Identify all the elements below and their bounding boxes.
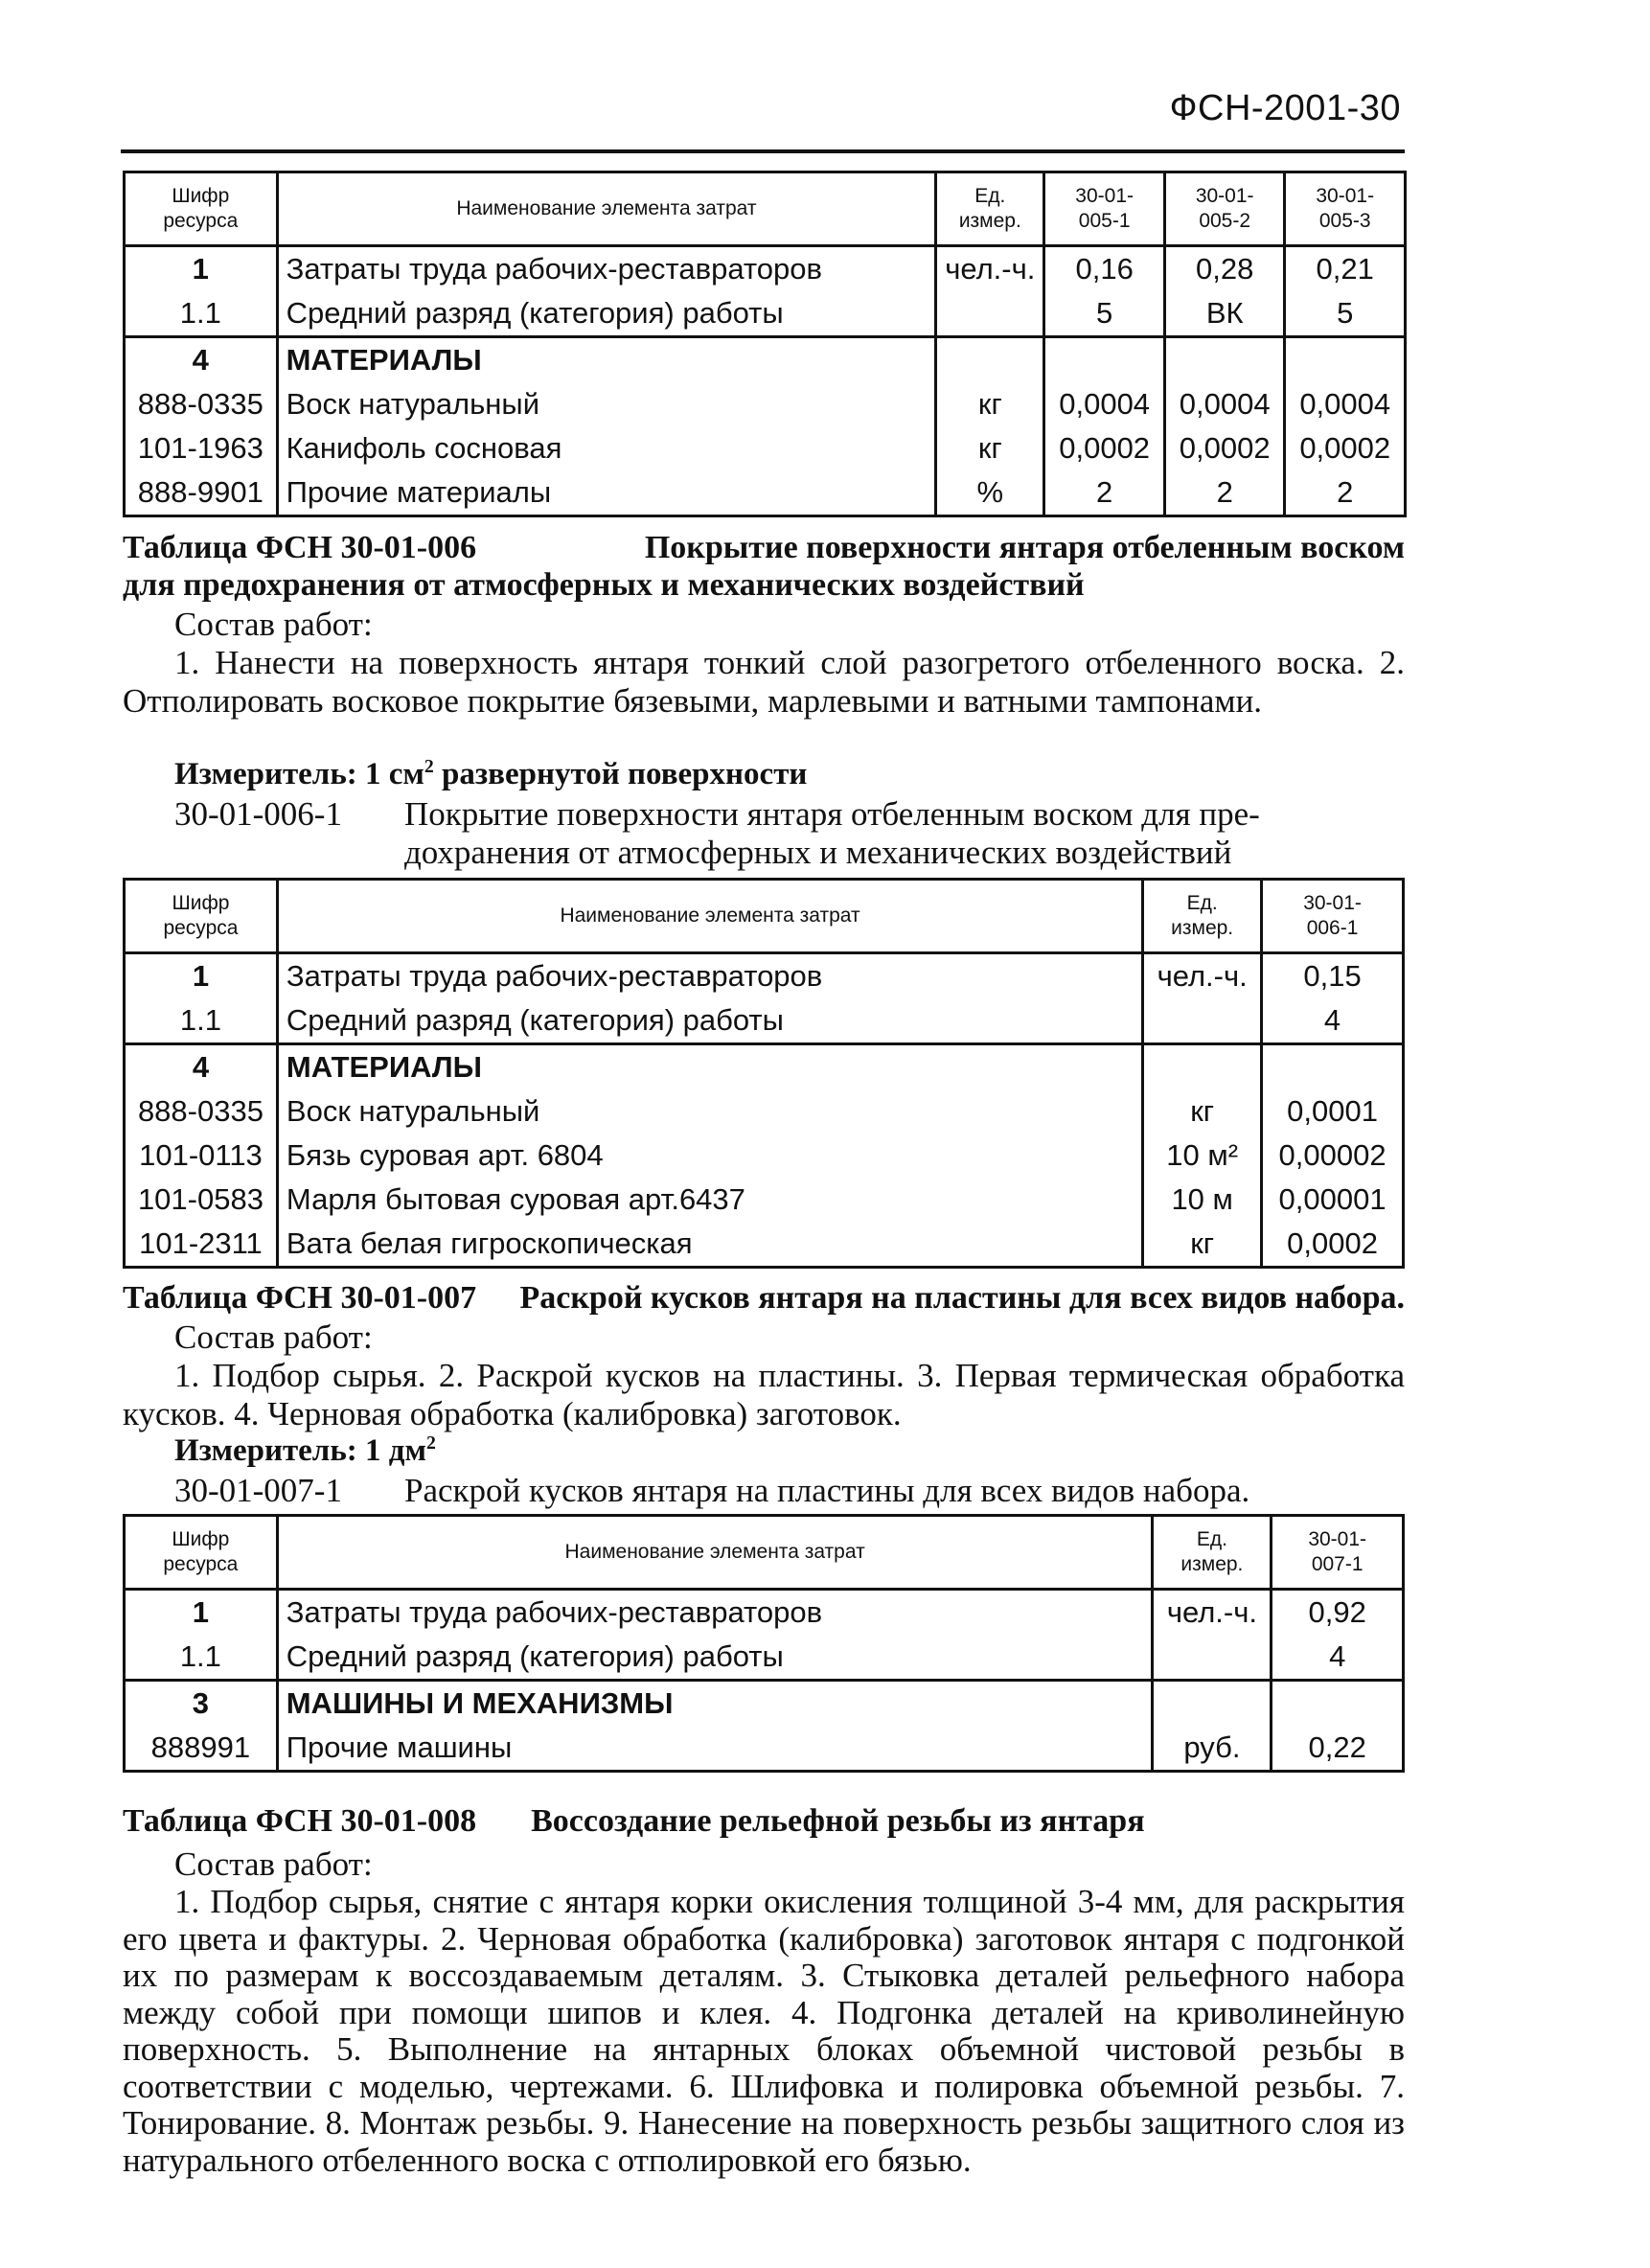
table-row — [125, 291, 1406, 337]
cell-code: 4 — [125, 1044, 278, 1090]
cell-unit: чел.-ч. — [1153, 1590, 1272, 1636]
cell-unit: руб. — [1153, 1726, 1272, 1772]
cell-code: 101-1963 — [125, 426, 278, 470]
cell-value: ВК — [1164, 291, 1285, 337]
meter-line — [174, 757, 807, 792]
cell-value: 0,15 — [1262, 953, 1404, 999]
cell-unit: чел.-ч. — [1143, 953, 1262, 999]
table-number: Таблица ФСН 30-01-006 — [123, 530, 477, 565]
cell-value: 5 — [1044, 291, 1165, 337]
table-row — [125, 470, 1406, 516]
cell-code: 1 — [125, 1590, 278, 1636]
cell-value: 0,16 — [1044, 246, 1165, 292]
item-text: Покрытие поверхности янтаря отбеленным воском для пре- — [404, 795, 1260, 833]
cell-value: 5 — [1285, 291, 1406, 337]
cell-code: 1.1 — [125, 1635, 278, 1681]
cell-name: Бязь суровая арт. 6804 — [277, 1134, 1142, 1178]
cell-code: 1.1 — [125, 291, 278, 337]
cell-value: 0,0002 — [1262, 1222, 1404, 1268]
header-col-1: 30-01- 006-1 — [1262, 880, 1404, 953]
cell-name: Воск натуральный — [277, 382, 936, 426]
table-row — [125, 1178, 1404, 1222]
cell-value: 2 — [1164, 470, 1285, 516]
cell-code: 4 — [125, 337, 278, 383]
cell-value: 0,22 — [1272, 1726, 1404, 1772]
cell-code: 1 — [125, 246, 278, 292]
cell-value: 0,0004 — [1164, 382, 1285, 426]
table-header — [125, 1516, 1404, 1590]
cell-value: 4 — [1262, 998, 1404, 1044]
cell-name: Прочие материалы — [277, 470, 936, 516]
cell-unit: кг — [1143, 1089, 1262, 1134]
header-unit: Ед. измер. — [936, 172, 1044, 246]
cell-value: 0,92 — [1272, 1590, 1404, 1636]
cell-value — [1272, 1681, 1404, 1727]
cell-name: Вата белая гигроскопическая — [277, 1222, 1142, 1268]
item-code: 30-01-007-1 — [174, 1472, 342, 1509]
table-row — [125, 246, 1406, 292]
table-006 — [123, 878, 1405, 1269]
table-title: Воссоздание рельефной резьбы из янтаря — [531, 1803, 1145, 1839]
header-rule — [121, 149, 1405, 153]
cell-value: 0,0001 — [1262, 1089, 1404, 1134]
cell-unit — [1153, 1681, 1272, 1727]
cell-code: 888-0335 — [125, 1089, 278, 1134]
section-008-title — [123, 1803, 1145, 1840]
cell-value — [1285, 337, 1406, 383]
cell-name: Воск натуральный — [277, 1089, 1142, 1134]
cell-name: МАШИНЫ И МЕХАНИЗМЫ — [277, 1681, 1153, 1727]
table-number: Таблица ФСН 30-01-007 — [123, 1280, 477, 1316]
table-005 — [123, 171, 1407, 517]
cell-value: 0,0002 — [1164, 426, 1285, 470]
meter-line — [174, 1433, 436, 1469]
cell-value: 0,0002 — [1044, 426, 1165, 470]
item-text: Раскрой кусков янтаря на пластины для всех видов набора. — [404, 1472, 1250, 1509]
table-row — [125, 1590, 1404, 1636]
cell-value: 0,0002 — [1285, 426, 1406, 470]
cell-value: 4 — [1272, 1635, 1404, 1681]
section-006-title-cont: для предохранения от атмосферных и механических воздействий — [123, 567, 1085, 603]
table-header — [125, 880, 1404, 953]
header-col-3: 30-01- 005-3 — [1285, 172, 1406, 246]
cell-value: 0,28 — [1164, 246, 1285, 292]
table-row — [125, 953, 1404, 999]
cell-code: 101-0583 — [125, 1178, 278, 1222]
section-006-title — [123, 530, 1405, 566]
cell-unit: 10 м — [1143, 1178, 1262, 1222]
table-row — [125, 1726, 1404, 1772]
table-007 — [123, 1514, 1405, 1773]
cell-name: Средний разряд (категория) работы — [277, 291, 936, 337]
cell-value — [1164, 337, 1285, 383]
header-unit: Ед. измер. — [1143, 880, 1262, 953]
meter-unit: развернутой поверхности — [433, 757, 808, 791]
table-row — [125, 337, 1406, 383]
table-title: Покрытие поверхности янтаря отбеленным воском — [644, 530, 1405, 565]
cell-value: 0,0004 — [1044, 382, 1165, 426]
header-col-1: 30-01- 005-1 — [1044, 172, 1165, 246]
header-unit: Ед. измер. — [1153, 1516, 1272, 1590]
meter-label: Измеритель: 1 дм — [174, 1433, 426, 1468]
cell-value — [1262, 1044, 1404, 1090]
header-col-2: 30-01- 005-2 — [1164, 172, 1285, 246]
cell-unit: кг — [936, 382, 1044, 426]
work-composition-text: 1. Подбор сырья, снятие с янтаря корки окисления толщиной 3-4 мм, для раскрытия его цвета и фактуры. 2. Черновая обработка (калибровка) заготовок янтаря с подгонкой их по размерам к воссоздаваемым деталям. 3. Стыковка деталей рельефного набора между собой при помощи шипов и клея. 4. Подгонка деталей на криволинейную поверхность. 5. Выполнение на янтарных блоках объемной чистовой резьбы в соответствии с моделью, чертежами. 6. Шлифовка и полировка объемной резьбы. 7. Тонирование. 8. Монтаж резьбы. 9. Нанесение на поверхность резьбы защитного слоя из натурального отбеленного воска с отполировкой его бязью. — [123, 1883, 1405, 2179]
header-code: Шифр ресурса — [125, 1516, 278, 1590]
section-007-title — [123, 1280, 1405, 1317]
cell-name: Затраты труда рабочих-реставраторов — [277, 1590, 1153, 1636]
cell-name: МАТЕРИАЛЫ — [277, 1044, 1142, 1090]
header-name: Наименование элемента затрат — [277, 880, 1142, 953]
item-code: 30-01-006-1 — [174, 795, 342, 833]
table-number: Таблица ФСН 30-01-008 — [123, 1803, 477, 1839]
cell-name: Затраты труда рабочих-реставраторов — [277, 953, 1142, 999]
table-header — [125, 172, 1406, 246]
cell-value: 0,0004 — [1285, 382, 1406, 426]
header-name: Наименование элемента затрат — [277, 1516, 1153, 1590]
cell-unit: чел.-ч. — [936, 246, 1044, 292]
cell-unit — [936, 337, 1044, 383]
header-col-1: 30-01- 007-1 — [1272, 1516, 1404, 1590]
table-row — [125, 998, 1404, 1044]
table-row — [125, 382, 1406, 426]
cell-value: 0,21 — [1285, 246, 1406, 292]
cell-value: 2 — [1285, 470, 1406, 516]
work-composition-label: Состав работ: — [174, 606, 373, 643]
table-row — [125, 1044, 1404, 1090]
work-composition-label: Состав работ: — [174, 1845, 373, 1883]
cell-code: 101-0113 — [125, 1134, 278, 1178]
cell-code: 1 — [125, 953, 278, 999]
cell-unit — [1153, 1635, 1272, 1681]
work-composition-label: Состав работ: — [174, 1318, 373, 1356]
cell-code: 1.1 — [125, 998, 278, 1044]
cell-unit — [1143, 998, 1262, 1044]
cell-unit: % — [936, 470, 1044, 516]
table-row — [125, 1681, 1404, 1727]
table-row — [125, 1222, 1404, 1268]
cell-name: Средний разряд (категория) работы — [277, 998, 1142, 1044]
work-composition-text: 1. Нанести на поверхность янтаря тонкий слой разогретого отбеленного воска. 2. Отполировать восковое покрытие бязевыми, марлевыми и ватными тампонами. — [123, 644, 1405, 720]
cell-value: 0,00001 — [1262, 1178, 1404, 1222]
table-title: Раскрой кусков янтаря на пластины для всех видов набора. — [519, 1280, 1405, 1316]
cell-name: Затраты труда рабочих-реставраторов — [277, 246, 936, 292]
cell-name: Прочие машины — [277, 1726, 1153, 1772]
table-row — [125, 426, 1406, 470]
cell-code: 888-0335 — [125, 382, 278, 426]
cell-name: МАТЕРИАЛЫ — [277, 337, 936, 383]
header-code: Шифр ресурса — [125, 880, 278, 953]
cell-value — [1044, 337, 1165, 383]
cell-code: 101-2311 — [125, 1222, 278, 1268]
cell-code: 888991 — [125, 1726, 278, 1772]
table-row — [125, 1134, 1404, 1178]
meter-sup: 2 — [424, 756, 434, 777]
cell-value: 0,00002 — [1262, 1134, 1404, 1178]
cell-unit: кг — [1143, 1222, 1262, 1268]
item-text-cont: дохранения от атмосферных и механических воздействий — [404, 834, 1232, 871]
cell-code: 888-9901 — [125, 470, 278, 516]
meter-sup: 2 — [425, 1432, 436, 1454]
work-composition-text: 1. Подбор сырья. 2. Раскрой кусков на пластины. 3. Первая термическая обработка кусков. 4. Черновая обработка (калибровка) заготовок. — [123, 1357, 1405, 1432]
table-row — [125, 1089, 1404, 1134]
table-row — [125, 1635, 1404, 1681]
cell-unit — [936, 291, 1044, 337]
document-code: ФСН-2001-30 — [1169, 88, 1401, 128]
cell-name: Марля бытовая суровая арт.6437 — [277, 1178, 1142, 1222]
cell-unit — [1143, 1044, 1262, 1090]
cell-value: 2 — [1044, 470, 1165, 516]
cell-name: Канифоль сосновая — [277, 426, 936, 470]
cell-code: 3 — [125, 1681, 278, 1727]
header-name: Наименование элемента затрат — [277, 172, 936, 246]
header-code: Шифр ресурса — [125, 172, 278, 246]
meter-label: Измеритель: 1 см — [174, 757, 424, 791]
cell-unit: 10 м² — [1143, 1134, 1262, 1178]
cell-unit: кг — [936, 426, 1044, 470]
cell-name: Средний разряд (категория) работы — [277, 1635, 1153, 1681]
